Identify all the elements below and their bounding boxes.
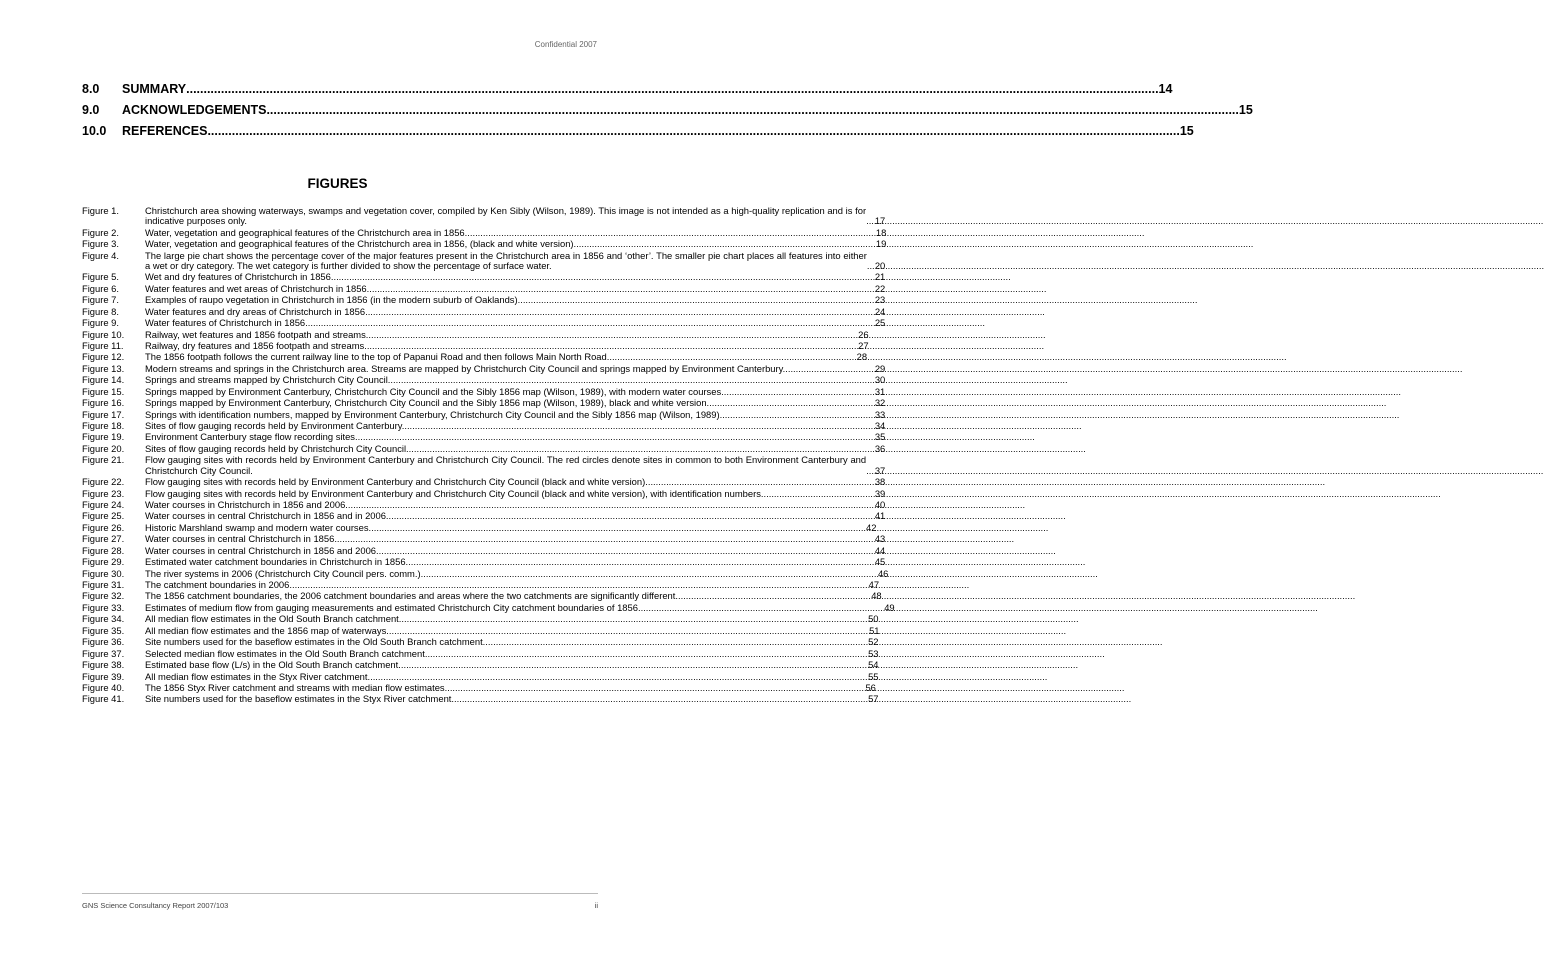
leader-dots (337, 534, 875, 544)
figure-label: Figure 41. (82, 693, 125, 705)
figure-label: Figure 16. (82, 397, 125, 409)
leader-dots (371, 523, 866, 533)
figure-caption: All median flow estimates and the 1856 map of waterways. (145, 624, 389, 636)
figure-page-number: 25 (874, 317, 886, 329)
figure-caption: Springs and streams mapped by Christchurch City Council. (145, 374, 391, 386)
figure-label: Figure 24. (82, 498, 125, 510)
figure-entry[interactable] (82, 601, 895, 613)
figure-entry[interactable] (82, 271, 886, 283)
figure-page-number: 27 (858, 339, 869, 351)
figure-entry[interactable] (82, 681, 876, 693)
figure-label: Figure 14. (82, 374, 125, 386)
figure-label: Figure 29. (82, 556, 125, 568)
figure-body (145, 603, 895, 613)
figure-entry[interactable] (82, 249, 886, 272)
figure-page-number: 47 (868, 579, 880, 591)
figure-body (145, 637, 879, 647)
figure-page-number: 42 (866, 521, 877, 533)
figure-page-number: 56 (865, 681, 876, 693)
figure-body (145, 239, 886, 249)
figure-body (145, 523, 876, 533)
figure-entry[interactable] (82, 205, 886, 227)
figure-entry[interactable] (82, 238, 887, 250)
figure-page-number: 55 (868, 670, 879, 682)
toc-section-number: 8.0 (82, 82, 100, 96)
figure-body (145, 649, 879, 659)
figure-page-number: 50 (868, 613, 879, 625)
leader-dots (186, 82, 1158, 96)
figure-caption: The catchment boundaries in 2006. (145, 579, 292, 591)
toc-entry[interactable] (82, 103, 1253, 124)
figure-entry[interactable] (82, 431, 886, 443)
figure-body (145, 375, 885, 385)
figure-label: Figure 32. (82, 590, 125, 602)
figure-label: Figure 3. (82, 238, 119, 250)
leader-dots (678, 591, 871, 601)
figure-caption: Springs mapped by Environment Canterbury, Christchurch City Council and the Sibly 1856 map (Wilson, 1989), with modern water courses. (145, 385, 724, 397)
leader-dots (370, 672, 868, 682)
figure-body (145, 569, 888, 579)
figure-entry[interactable] (82, 339, 869, 351)
figure-label: Figure 27. (82, 533, 125, 545)
figure-body (145, 660, 879, 670)
leader-dots (358, 432, 875, 442)
figure-label: Figure 18. (82, 420, 125, 432)
figure-page-number: 32 (874, 397, 886, 409)
figure-caption: All median flow estimates in the Styx River catchment. (145, 670, 371, 682)
figure-label: Figure 9. (82, 317, 119, 329)
leader-dots (401, 614, 868, 624)
figure-caption: Modern streams and springs in the Christchurch area. Streams are mapped by Christchurch City Council and springs mapped by Environment Canterbury. (145, 362, 786, 374)
figure-label: Figure 19. (82, 431, 125, 443)
leader-dots (389, 511, 875, 521)
figure-label: Figure 33. (82, 601, 125, 613)
figure-body (145, 352, 867, 362)
leader-dots (401, 660, 868, 670)
figure-label: Figure 28. (82, 544, 125, 556)
figure-body (145, 489, 885, 499)
figure-page-number: 20 (874, 259, 886, 271)
figure-body (145, 477, 885, 487)
figure-label: Figure 35. (82, 624, 125, 636)
figure-page-number: 40 (874, 498, 886, 510)
figure-entry[interactable] (82, 544, 886, 556)
figure-caption: Environment Canterbury stage flow recording sites. (145, 431, 358, 443)
figure-label: Figure 20. (82, 442, 125, 454)
figure-caption: Sites of flow gauging records held by Environment Canterbury. (145, 420, 405, 432)
figure-body (145, 295, 885, 305)
figure-label: Figure 8. (82, 305, 119, 317)
leader-dots (641, 603, 885, 613)
figure-page-number: 48 (871, 590, 882, 602)
leader-dots (333, 272, 874, 282)
leader-dots (266, 103, 1238, 117)
figure-page-number: 38 (874, 476, 886, 488)
figure-caption: Selected median flow estimates in the Old South Branch catchment. (145, 647, 428, 659)
figure-page-number: 22 (874, 282, 886, 294)
figure-caption: Christchurch area showing waterways, swamps and vegetation cover, compiled by Ken Sibly (Wilson, 1989). This image is not intended as a high-quality replication and is for indicative purposes only. (145, 205, 867, 227)
figure-body (145, 364, 885, 374)
figure-caption: Water courses in central Christchurch in 1856. (145, 533, 337, 545)
figure-page-number: 49 (884, 601, 895, 613)
leader-dots (648, 477, 875, 487)
figure-body (145, 421, 885, 431)
figure-caption: Examples of raupo vegetation in Christchurch in 1856 (in the modern suburb of Oaklands). (145, 294, 521, 306)
figure-page-number: 39 (874, 487, 886, 499)
figure-caption: Flow gauging sites with records held by Environment Canterbury and Christchurch City Council (black and white version), with identification numbers. (145, 487, 764, 499)
leader-dots (368, 307, 875, 317)
figure-caption: Water, vegetation and geographical features of the Christchurch area in 1856, (black and white version). (145, 238, 577, 250)
figure-caption: The river systems in 2006 (Christchurch City Council pers. comm.) (145, 567, 421, 579)
figure-label: Figure 31. (82, 579, 125, 591)
leader-dots (408, 557, 875, 567)
figure-entry[interactable] (82, 487, 886, 499)
figure-entry[interactable] (82, 282, 886, 294)
figure-label: Figure 10. (82, 328, 125, 340)
list-of-figures (82, 205, 895, 706)
figure-page-number: 24 (874, 305, 886, 317)
figure-entry[interactable] (82, 498, 886, 510)
figure-caption: Water, vegetation and geographical features of the Christchurch area in 1856. (145, 226, 468, 238)
toc-section-title: REFERENCES (122, 124, 208, 138)
figure-label: Figure 11. (82, 339, 124, 351)
figures-heading: FIGURES (307, 176, 368, 191)
figure-entry[interactable] (82, 408, 886, 420)
figure-body (145, 672, 879, 682)
figure-page-number: 29 (874, 362, 886, 374)
figure-label: Figure 6. (82, 282, 119, 294)
figure-page-number: 52 (868, 636, 879, 648)
figure-entry[interactable] (82, 442, 886, 454)
figure-caption: Flow gauging sites with records held by Environment Canterbury and Christchurch City Council. The red circles denote sites in common to both Environment Canterbury and Christchurch City Council. (145, 454, 867, 476)
figure-caption: The 1856 Styx River catchment and streams with median flow estimates. (145, 681, 448, 693)
figure-entry[interactable] (82, 556, 886, 568)
leader-dots (427, 649, 868, 659)
figure-page-number: 17 (874, 215, 886, 227)
figure-body (145, 534, 885, 544)
toc-page-number: 14 (1158, 82, 1173, 96)
figure-entry[interactable] (82, 385, 886, 397)
figure-entry[interactable] (82, 670, 879, 682)
footer-report-id: GNS Science Consultancy Report 2007/103 (82, 901, 229, 910)
figure-body (145, 272, 885, 282)
figure-body (145, 330, 869, 340)
figure-page-number: 21 (874, 271, 886, 283)
figure-page-number: 41 (874, 510, 886, 522)
toc-section-number: 9.0 (82, 103, 100, 117)
figure-body (145, 580, 879, 590)
figure-entry[interactable] (82, 613, 879, 625)
figure-label: Figure 25. (82, 510, 125, 522)
figure-page-number: 44 (874, 544, 886, 556)
figure-entry[interactable] (82, 374, 886, 386)
figure-body (145, 557, 885, 567)
figure-caption: Water courses in central Christchurch in 1856 and in 2006. (145, 510, 389, 522)
figure-caption: Site numbers used for the baseflow estimates in the Styx River catchment. (145, 693, 454, 705)
figure-body (145, 341, 869, 351)
figure-entry[interactable] (82, 420, 886, 432)
leader-dots (369, 284, 875, 294)
figure-caption: Springs mapped by Environment Canterbury, Christchurch City Council and the Sibly 1856 map (Wilson, 1989), black and white version. (145, 397, 710, 409)
leader-dots (348, 500, 875, 510)
figure-caption: Railway, wet features and 1856 footpath and streams. (145, 328, 369, 340)
figure-body (145, 694, 879, 704)
figure-page-number: 36 (874, 442, 886, 454)
figure-body (145, 307, 885, 317)
figure-caption: Wet and dry features of Christchurch in 1856. (145, 271, 334, 283)
toc-entry[interactable] (82, 124, 1194, 145)
page-footer (82, 893, 598, 910)
figure-page-number: 37 (874, 464, 886, 476)
figure-label: Figure 36. (82, 636, 125, 648)
leader-dots (724, 387, 875, 397)
figure-page-number: 33 (874, 408, 886, 420)
figure-label: Figure 39. (82, 670, 125, 682)
leader-dots (390, 375, 874, 385)
figure-entry[interactable] (82, 476, 886, 488)
figure-label: Figure 2. (82, 226, 119, 238)
figure-label: Figure 34. (82, 613, 125, 625)
figure-caption: Estimated water catchment boundaries in Christchurch in 1856. (145, 556, 409, 568)
figure-entry[interactable] (82, 317, 886, 329)
figure-entry[interactable] (82, 510, 886, 522)
figure-body (145, 432, 885, 442)
figure-label: Figure 7. (82, 294, 119, 306)
toc-page-number: 15 (1238, 103, 1253, 117)
figure-page-number: 18 (875, 226, 887, 238)
figure-page-number: 30 (874, 374, 886, 386)
leader-dots (292, 580, 869, 590)
figure-caption: Springs with identification numbers, mapped by Environment Canterbury, Christchurch City Council and the Sibly 1856 map (Wilson, 1989). (145, 408, 723, 420)
leader-dots (867, 261, 875, 271)
figure-label: Figure 12. (82, 351, 125, 363)
toc-page-number: 15 (1179, 124, 1194, 138)
figure-body (145, 251, 885, 272)
leader-dots (404, 421, 875, 431)
figure-caption: All median flow estimates in the Old South Branch catchment. (145, 613, 402, 625)
figure-body (145, 683, 876, 693)
figure-entry[interactable] (82, 397, 886, 409)
figure-page-number: 19 (875, 238, 887, 250)
figure-label: Figure 21. (82, 454, 125, 466)
figure-label: Figure 26. (82, 521, 125, 533)
figure-page-number: 45 (874, 556, 886, 568)
footer-page-number: ii (594, 901, 598, 910)
figure-caption: Site numbers used for the baseflow estimates in the Old South Branch catchment. (145, 636, 486, 648)
figure-page-number: 51 (869, 624, 880, 636)
figure-entry[interactable] (82, 624, 880, 636)
figure-label: Figure 13. (82, 362, 125, 374)
figure-body (145, 455, 885, 476)
figure-label: Figure 5. (82, 271, 119, 283)
toc-section-number: 10.0 (82, 124, 107, 138)
figure-page-number: 34 (874, 420, 886, 432)
figure-entry[interactable] (82, 533, 886, 545)
leader-dots (368, 330, 858, 340)
leader-dots (467, 228, 876, 238)
figure-page-number: 26 (858, 328, 869, 340)
figure-label: Figure 22. (82, 476, 125, 488)
figure-body (145, 284, 885, 294)
figure-body (145, 591, 882, 601)
figure-entry[interactable] (82, 362, 886, 374)
figure-body (145, 444, 885, 454)
figure-caption: The 1856 footpath follows the current railway line to the top of Papanui Road and then follows Main North Road. (145, 351, 610, 363)
figure-page-number: 31 (874, 385, 886, 397)
figure-entry[interactable] (82, 693, 879, 705)
figure-label: Figure 15. (82, 385, 125, 397)
figure-entry[interactable] (82, 521, 877, 533)
figure-entry[interactable] (82, 226, 887, 238)
figure-label: Figure 38. (82, 659, 125, 671)
leader-dots (520, 295, 875, 305)
figure-entry[interactable] (82, 305, 886, 317)
leader-dots (722, 410, 875, 420)
figure-entry[interactable] (82, 590, 882, 602)
leader-dots (367, 341, 858, 351)
leader-dots (866, 466, 875, 476)
leader-dots (421, 569, 878, 579)
figure-body (145, 398, 885, 408)
figure-caption: Water features and wet areas of Christchurch in 1856. (145, 282, 370, 294)
figure-body (145, 206, 885, 227)
figure-entry[interactable] (82, 647, 879, 659)
figure-page-number: 23 (874, 294, 886, 306)
toc-section-title: SUMMARY (122, 82, 187, 96)
toc-entry[interactable] (82, 82, 1173, 103)
figure-caption: Water courses in central Christchurch in 1856 and 2006. (145, 544, 379, 556)
figure-entry[interactable] (82, 636, 879, 648)
figure-body (145, 614, 879, 624)
figure-page-number: 35 (874, 431, 886, 443)
table-of-contents (82, 82, 1253, 145)
figure-page-number: 53 (868, 647, 879, 659)
figure-label: Figure 37. (82, 647, 125, 659)
leader-dots (576, 239, 876, 249)
leader-dots (764, 489, 875, 499)
figure-page-number: 28 (856, 351, 868, 363)
figure-entry[interactable] (82, 294, 886, 306)
figure-body (145, 228, 886, 238)
figure-label: Figure 17. (82, 408, 125, 420)
figure-label: Figure 23. (82, 487, 125, 499)
figure-caption: Water courses in Christchurch in 1856 and 2006. (145, 498, 348, 510)
leader-dots (447, 683, 865, 693)
figure-body (145, 626, 880, 636)
leader-dots (409, 444, 875, 454)
figure-label: Figure 40. (82, 681, 125, 693)
figure-caption: Water features of Christchurch in 1856. (145, 317, 308, 329)
figure-caption: Estimated base flow (L/s) in the Old South Branch catchment. (145, 659, 401, 671)
leader-dots (709, 398, 875, 408)
figure-entry[interactable] (82, 659, 879, 671)
figure-label: Figure 30. (82, 567, 125, 579)
leader-dots (207, 124, 1179, 138)
figure-body (145, 500, 885, 510)
figure-caption: Water features and dry areas of Christchurch in 1856. (145, 305, 368, 317)
figure-caption: Flow gauging sites with records held by Environment Canterbury and Christchurch City Council (black and white version). (145, 476, 648, 488)
leader-dots (785, 364, 875, 374)
figure-caption: Estimates of medium flow from gauging measurements and estimated Christchurch City catchment boundaries of 1856. (145, 601, 641, 613)
figure-page-number: 54 (868, 659, 879, 671)
leader-dots (454, 694, 868, 704)
figure-body (145, 511, 885, 521)
figure-body (145, 410, 885, 420)
leader-dots (485, 637, 868, 647)
figure-caption: Railway, dry features and 1856 footpath and streams. (145, 339, 367, 351)
figure-body (145, 546, 885, 556)
leader-dots (389, 626, 869, 636)
figure-caption: The large pie chart shows the percentage cover of the major features present in the Christchurch area in 1856 and ‘other’. The smaller pie chart places all features into either a wet or dry category. The wet category is further divided to show the percentage of surface water. (145, 249, 867, 271)
figure-page-number: 43 (874, 533, 886, 545)
confidential-header: Confidential 2007 (534, 40, 597, 49)
figure-label: Figure 1. (82, 205, 119, 216)
figure-caption: Historic Marshland swamp and modern water courses. (145, 521, 372, 533)
leader-dots (379, 546, 875, 556)
figure-entry[interactable] (82, 454, 886, 476)
figure-body (145, 387, 885, 397)
figure-label: Figure 4. (82, 249, 119, 261)
leader-dots (308, 318, 875, 328)
figure-caption: The 1856 catchment boundaries, the 2006 catchment boundaries and areas where the two catchments are significantly different. (145, 590, 678, 602)
figure-entry[interactable] (82, 351, 868, 363)
figure-entry[interactable] (82, 567, 889, 579)
figure-entry[interactable] (82, 328, 869, 340)
figure-entry[interactable] (82, 579, 880, 591)
toc-section-title: ACKNOWLEDGEMENTS (122, 103, 267, 117)
figure-page-number: 46 (877, 567, 889, 579)
leader-dots (866, 216, 875, 226)
figure-caption: Sites of flow gauging records held by Christchurch City Council. (145, 442, 409, 454)
figure-body (145, 318, 885, 328)
leader-dots (609, 352, 856, 362)
figure-page-number: 57 (868, 693, 879, 705)
